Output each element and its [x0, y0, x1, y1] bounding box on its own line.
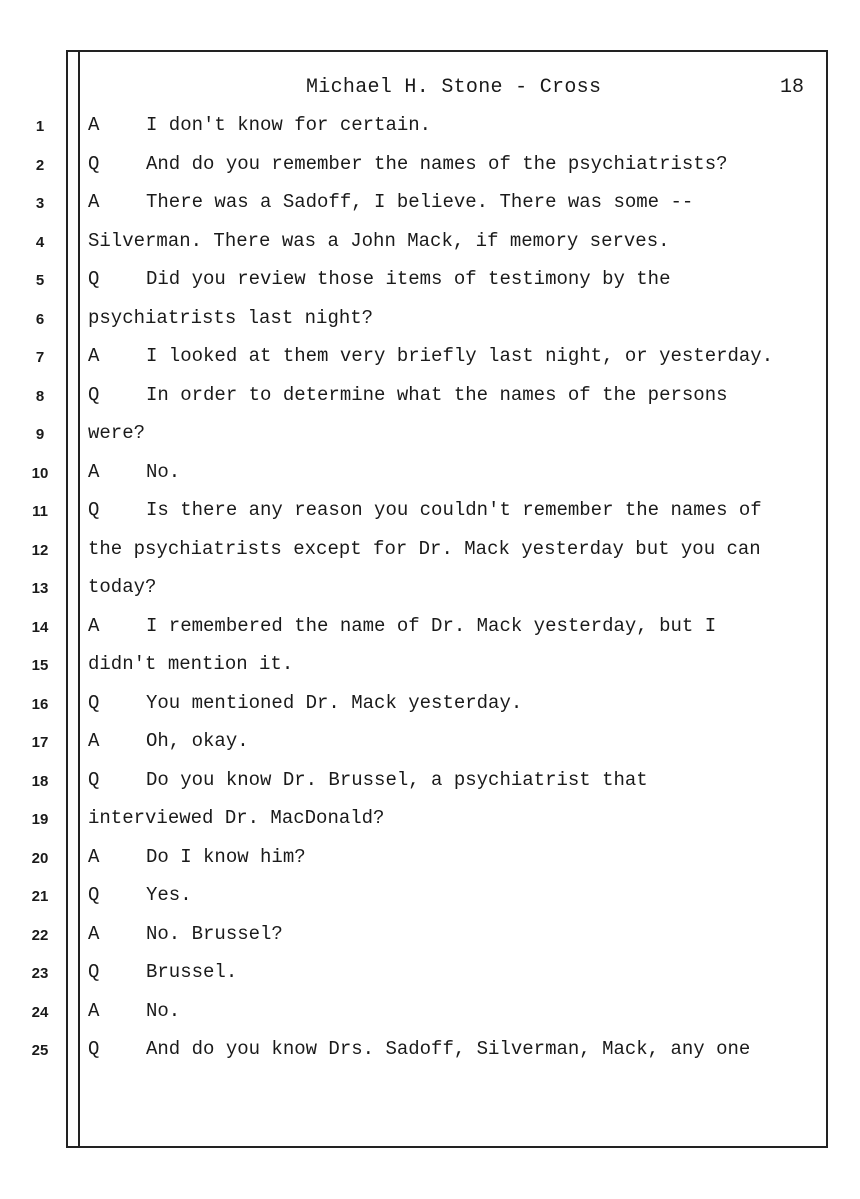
line-number: 17: [31, 734, 49, 751]
speaker-label: A: [88, 114, 100, 136]
speaker-label: Q: [88, 691, 100, 714]
line-text: There was a Sadoff, I believe. There was some --: [146, 191, 694, 213]
transcript-line: [0, 189, 860, 219]
transcript-line: [0, 420, 860, 450]
transcript-line: [0, 151, 860, 181]
transcript-line: [0, 921, 860, 951]
line-text: You mentioned Dr. Mack yesterday.: [146, 691, 523, 714]
line-text: No. Brussel?: [146, 922, 283, 945]
line-number: 1: [35, 118, 45, 135]
speaker-label: A: [88, 191, 100, 213]
transcript-line: [0, 459, 860, 489]
transcript-line: [0, 266, 860, 296]
line-text: Is there any reason you couldn't remember the names of: [146, 499, 762, 521]
transcript-line: [0, 112, 860, 142]
line-text: Oh, okay.: [146, 730, 249, 752]
line-number: 13: [31, 580, 49, 597]
line-number: 10: [31, 464, 49, 482]
line-text: Do I know him?: [146, 845, 306, 868]
line-number: 2: [35, 156, 45, 174]
line-number: 24: [31, 1003, 49, 1021]
line-number: 8: [35, 387, 45, 405]
line-text: interviewed Dr. MacDonald?: [88, 807, 385, 829]
speaker-label: Q: [88, 768, 100, 791]
line-text: I remembered the name of Dr. Mack yesterday, but I: [146, 614, 717, 637]
line-text: Did you review those items of testimony by the: [146, 268, 671, 290]
speaker-label: Q: [88, 499, 100, 521]
speaker-label: A: [88, 922, 100, 945]
transcript-line: [0, 728, 860, 758]
line-number: 23: [31, 965, 49, 982]
transcript-line: [0, 613, 860, 643]
line-text: today?: [88, 576, 157, 598]
line-text: Silverman. There was a John Mack, if memory serves.: [88, 229, 670, 252]
line-text: And do you remember the names of the psychiatrists?: [146, 152, 728, 175]
transcript-line: [0, 844, 860, 874]
speaker-label: Q: [88, 961, 100, 983]
speaker-label: Q: [88, 152, 100, 175]
speaker-label: A: [88, 460, 100, 483]
transcript-line: [0, 1036, 860, 1066]
line-text: No.: [146, 460, 181, 483]
transcript-line: [0, 998, 860, 1028]
speaker-label: A: [88, 730, 100, 752]
transcript-line: [0, 690, 860, 720]
line-number: 18: [31, 772, 49, 790]
speaker-label: A: [88, 999, 100, 1022]
page-header: [0, 76, 860, 104]
line-number: 19: [31, 811, 49, 828]
line-number: 7: [35, 349, 45, 366]
transcript-line: [0, 497, 860, 527]
transcript-line: [0, 305, 860, 335]
speaker-label: Q: [88, 383, 100, 406]
line-number: 16: [31, 695, 49, 713]
line-text: In order to determine what the names of the persons: [146, 383, 728, 406]
page-title: Michael H. Stone - Cross: [306, 76, 602, 99]
speaker-label: A: [88, 845, 100, 868]
transcript-line: [0, 767, 860, 797]
speaker-label: Q: [88, 884, 100, 906]
line-text: were?: [88, 422, 146, 444]
line-number: 5: [35, 272, 45, 289]
transcript-line: [0, 959, 860, 989]
transcript-line: [0, 574, 860, 604]
line-text: Do you know Dr. Brussel, a psychiatrist that: [146, 768, 648, 791]
line-number: 14: [31, 618, 49, 636]
transcript-line: [0, 343, 860, 373]
speaker-label: Q: [88, 268, 100, 290]
line-number: 15: [31, 657, 49, 674]
transcript-line: [0, 882, 860, 912]
line-text: didn't mention it.: [88, 653, 294, 675]
line-text: I don't know for certain.: [146, 114, 432, 136]
transcript-line: [0, 536, 860, 566]
line-number: 20: [31, 849, 49, 867]
line-text: the psychiatrists except for Dr. Mack yesterday but you can: [88, 537, 761, 560]
line-text: And do you know Drs. Sadoff, Silverman, Mack, any one: [146, 1038, 751, 1060]
line-number: 22: [31, 926, 49, 944]
transcript-line: [0, 651, 860, 681]
speaker-label: A: [88, 345, 100, 367]
line-number: 12: [31, 541, 49, 559]
line-text: Brussel.: [146, 961, 238, 983]
line-number: 9: [35, 426, 45, 443]
line-text: psychiatrists last night?: [88, 306, 374, 329]
line-number: 4: [35, 233, 45, 251]
line-number: 25: [31, 1042, 49, 1059]
speaker-label: Q: [88, 1038, 100, 1060]
line-text: I looked at them very briefly last night, or yesterday.: [146, 345, 774, 367]
line-number: 21: [31, 888, 49, 905]
transcript-line: [0, 382, 860, 412]
line-text: No.: [146, 999, 181, 1022]
line-text: Yes.: [146, 884, 192, 906]
line-number: 6: [35, 310, 45, 328]
line-number: 3: [35, 195, 45, 212]
line-number: 11: [32, 503, 48, 520]
transcript-line: [0, 805, 860, 835]
page-number: 18: [780, 76, 805, 99]
transcript-line: [0, 228, 860, 258]
speaker-label: A: [88, 614, 100, 637]
